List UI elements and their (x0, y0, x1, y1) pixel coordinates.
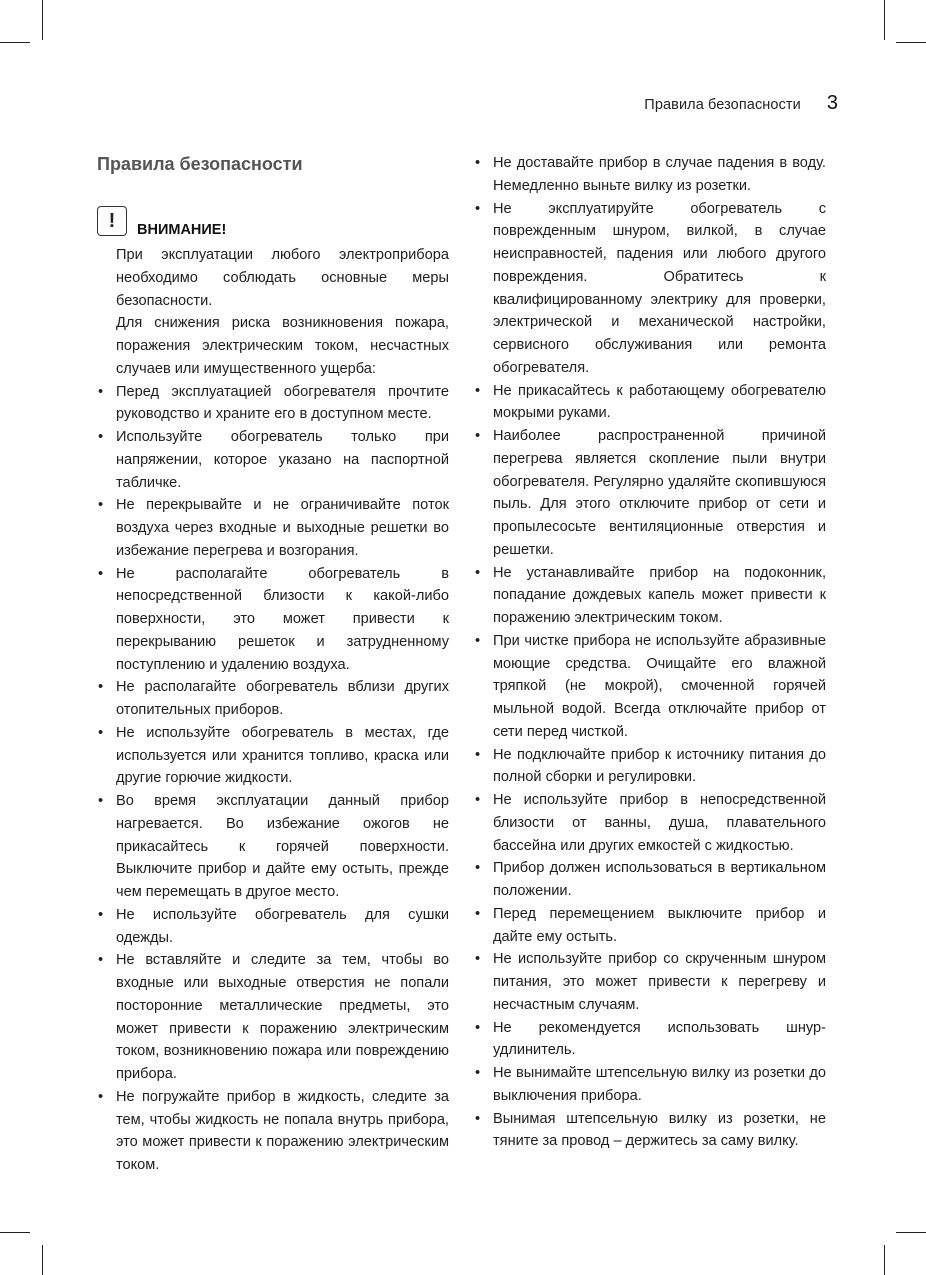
list-item: • Не эксплуатируйте обогреватель с поврежденным шнуром, вилкой, в случае неисправностей, падения или любого другого повреждения. Обратитесь к квалифицированному электрику для проверки, электрической и механической настройки, сервисного обслуживания или ремонта обогревателя. (474, 198, 826, 380)
right-safety-list (474, 152, 826, 1153)
list-item: • Не погружайте прибор в жидкость, следите за тем, чтобы жидкость не попала внутрь прибора, это может привести к поражению электрическим током. (97, 1086, 449, 1177)
crop-mark (884, 1245, 885, 1275)
list-item: • Не располагайте обогреватель вблизи других отопительных приборов. (97, 676, 449, 722)
crop-mark (884, 0, 885, 40)
page-number: 3 (826, 92, 838, 114)
list-item: • Перед перемещением выключите прибор и дайте ему остыть. (474, 903, 826, 949)
list-item: • Наиболее распространенной причиной перегрева является скопление пыли внутри обогревателя. Регулярно удаляйте скопившуюся пыль. Для этого отключите прибор от сети и пропылесосьте вентиляционные отверстия и решетки. (474, 425, 826, 562)
section-title: Правила безопасности (97, 154, 303, 174)
list-item: • Не устанавливайте прибор на подоконник, попадание дождевых капель может привести к поражению электрическим током. (474, 562, 826, 630)
right-column (474, 152, 826, 1153)
list-item: • Не вынимайте штепсельную вилку из розетки до выключения прибора. (474, 1062, 826, 1108)
list-item: • Не доставайте прибор в случае падения в воду. Немедленно выньте вилку из розетки. (474, 152, 826, 198)
crop-mark (42, 1245, 43, 1275)
list-item: • Вынимая штепсельную вилку из розетки, не тяните за провод – держитесь за саму вилку. (474, 1108, 826, 1154)
list-item: • Не используйте прибор со скрученным шнуром питания, это может привести к перегреву и несчастным случаям. (474, 948, 826, 1016)
crop-mark (0, 42, 30, 43)
crop-mark (896, 42, 926, 43)
warning-paragraph: Для снижения риска возникновения пожара, поражения электрическим током, несчастных случаев или имущественного ущерба: (116, 315, 449, 377)
list-item: • Не располагайте обогреватель в непосредственной близости к какой-либо поверхности, это может привести к перекрыванию решеток и затрудненному поступлению и удалению воздуха. (97, 563, 449, 677)
crop-mark (896, 1232, 926, 1233)
list-item: • Не вставляйте и следите за тем, чтобы во входные или выходные отверстия не попали посторонние металлические предметы, это может привести к поражению электрическим током, возникновению пожара или повреждению прибора. (97, 949, 449, 1086)
crop-mark (0, 1232, 30, 1233)
list-item: • Не используйте обогреватель для сушки одежды. (97, 904, 449, 950)
list-item: • Перед эксплуатацией обогревателя прочтите руководство и храните его в доступном месте. (97, 381, 449, 427)
list-item: • Не перекрывайте и не ограничивайте поток воздуха через входные и выходные решетки во избежание перегрева и возгорания. (97, 494, 449, 562)
list-item: • Используйте обогреватель только при напряжении, которое указано на паспортной табличке. (97, 426, 449, 494)
warning-block (97, 206, 449, 236)
list-item: • Не прикасайтесь к работающему обогревателю мокрыми руками. (474, 380, 826, 426)
exclamation-icon: ! (97, 206, 127, 236)
running-header-title: Правила безопасности (644, 97, 801, 113)
list-item: • Не подключайте прибор к источнику питания до полной сборки и регулировки. (474, 744, 826, 790)
left-column (97, 152, 449, 1177)
left-safety-list (97, 381, 449, 1177)
list-item: • Прибор должен использоваться в вертикальном положении. (474, 857, 826, 903)
list-item: • Во время эксплуатации данный прибор нагревается. Во избежание ожогов не прикасайтесь к горячей поверхности. Выключите прибор и дайте ему остыть, прежде чем перемещать в другое место. (97, 790, 449, 904)
list-item: • При чистке прибора не используйте абразивные моющие средства. Очищайте его влажной тряпкой (не мокрой), смоченной горячей мыльной водой. Всегда отключайте прибор от сети перед чисткой. (474, 630, 826, 744)
warning-label: ВНИМАНИЕ! (137, 222, 227, 238)
running-header (644, 92, 838, 115)
crop-mark (42, 0, 43, 40)
warning-paragraph: При эксплуатации любого электроприбора необходимо соблюдать основные меры безопасности. (116, 247, 449, 309)
list-item: • Не используйте обогреватель в местах, где используется или хранится топливо, краска или другие горючие жидкости. (97, 722, 449, 790)
list-item: • Не рекомендуется использовать шнур-удлинитель. (474, 1017, 826, 1063)
list-item: • Не используйте прибор в непосредственной близости от ванны, душа, плавательного бассейна или других емкостей с жидкостью. (474, 789, 826, 857)
